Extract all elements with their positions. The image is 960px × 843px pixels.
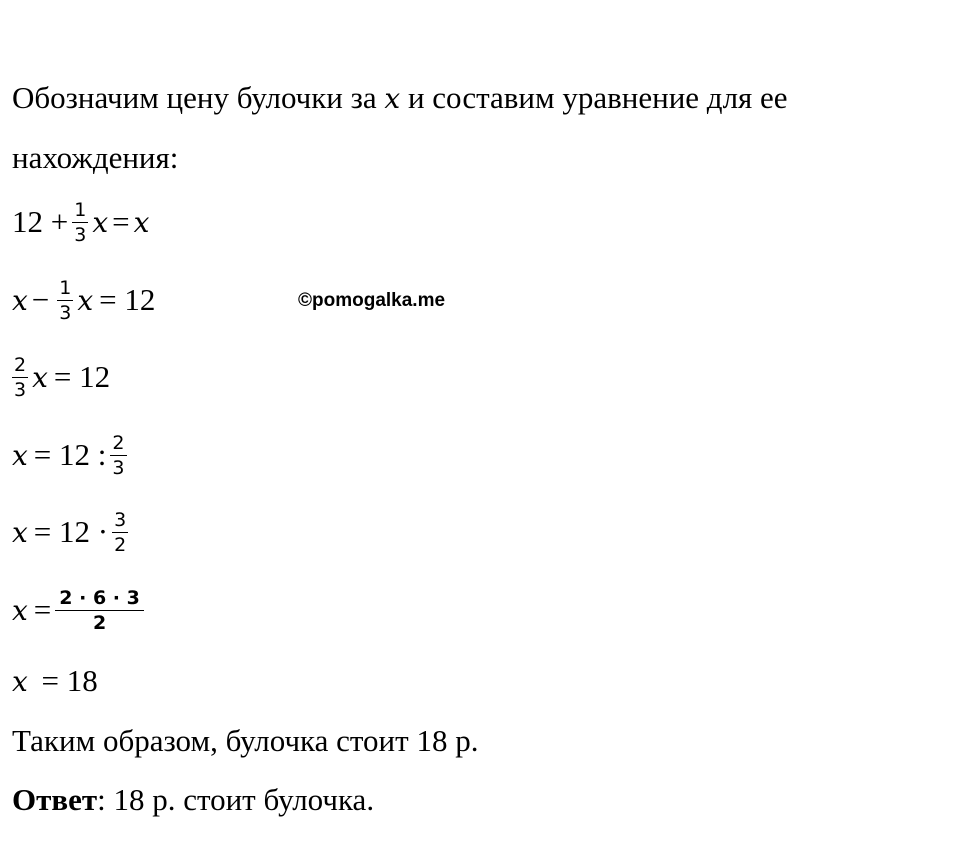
intro-text-part2: и составим уравнение для ее xyxy=(407,80,788,115)
equation-1 xyxy=(12,187,149,257)
eq7-rhs: = 18 xyxy=(41,663,98,698)
eq2-minus: − xyxy=(31,282,50,317)
eq1-numerator: 1 xyxy=(74,198,87,221)
eq6-equals: = xyxy=(33,592,52,627)
eq2-fraction xyxy=(57,277,73,324)
equation-6 xyxy=(12,575,148,645)
conclusion: Таким образом, булочка стоит 18 р. xyxy=(12,723,479,758)
eq2-numerator: 1 xyxy=(59,276,72,299)
variable-x: x xyxy=(384,82,401,115)
eq1-var1: x xyxy=(92,205,109,239)
eq5-var: x xyxy=(12,515,28,549)
eq3-denominator: 3 xyxy=(14,378,27,401)
eq3-fraction xyxy=(12,354,28,401)
watermark: ©pomogalka.me xyxy=(298,290,446,311)
answer-line xyxy=(12,782,374,818)
intro-line-1 xyxy=(12,80,788,117)
eq4-var: x xyxy=(12,438,28,472)
eq5-denominator: 2 xyxy=(114,533,127,556)
eq4-fraction xyxy=(110,432,126,479)
equation-2 xyxy=(12,265,155,335)
eq4-denominator: 3 xyxy=(112,456,125,479)
eq2-var2: x xyxy=(77,283,94,317)
eq3-var: x xyxy=(32,360,48,394)
equation-3 xyxy=(12,342,110,412)
answer-label: Ответ xyxy=(12,782,98,817)
eq6-fraction xyxy=(55,587,144,634)
eq3-rhs: = 12 xyxy=(53,359,111,394)
equation-5 xyxy=(12,497,132,567)
eq6-denominator: 2 xyxy=(92,611,107,634)
eq3-numerator: 2 xyxy=(14,353,27,376)
eq1-denominator: 3 xyxy=(74,223,87,246)
intro-line-2 xyxy=(12,140,178,176)
eq5-mid: = 12 · xyxy=(33,514,109,549)
eq1-equals: = xyxy=(112,204,130,239)
eq1-var2: x xyxy=(133,205,150,239)
eq4-mid: = 12 : xyxy=(33,437,107,472)
eq2-denominator: 3 xyxy=(59,301,72,324)
eq6-numerator: 2 · 6 · 3 xyxy=(55,587,144,611)
eq1-fraction xyxy=(72,199,88,246)
eq2-var1: x xyxy=(12,283,28,317)
intro-text-part1: Обозначим цену булочки за xyxy=(12,80,377,115)
eq5-fraction xyxy=(112,509,128,556)
eq1-left: 12 + xyxy=(12,204,69,239)
eq2-rhs: = 12 xyxy=(99,282,156,317)
equation-4 xyxy=(12,420,131,490)
eq5-numerator: 3 xyxy=(114,508,127,531)
eq7-var: x xyxy=(12,665,28,698)
eq6-var: x xyxy=(12,593,28,627)
answer-text: : 18 р. стоит булочка. xyxy=(97,782,375,817)
equation-7 xyxy=(12,663,98,700)
eq4-numerator: 2 xyxy=(112,431,125,454)
intro-text-line2: нахождения: xyxy=(12,140,179,175)
